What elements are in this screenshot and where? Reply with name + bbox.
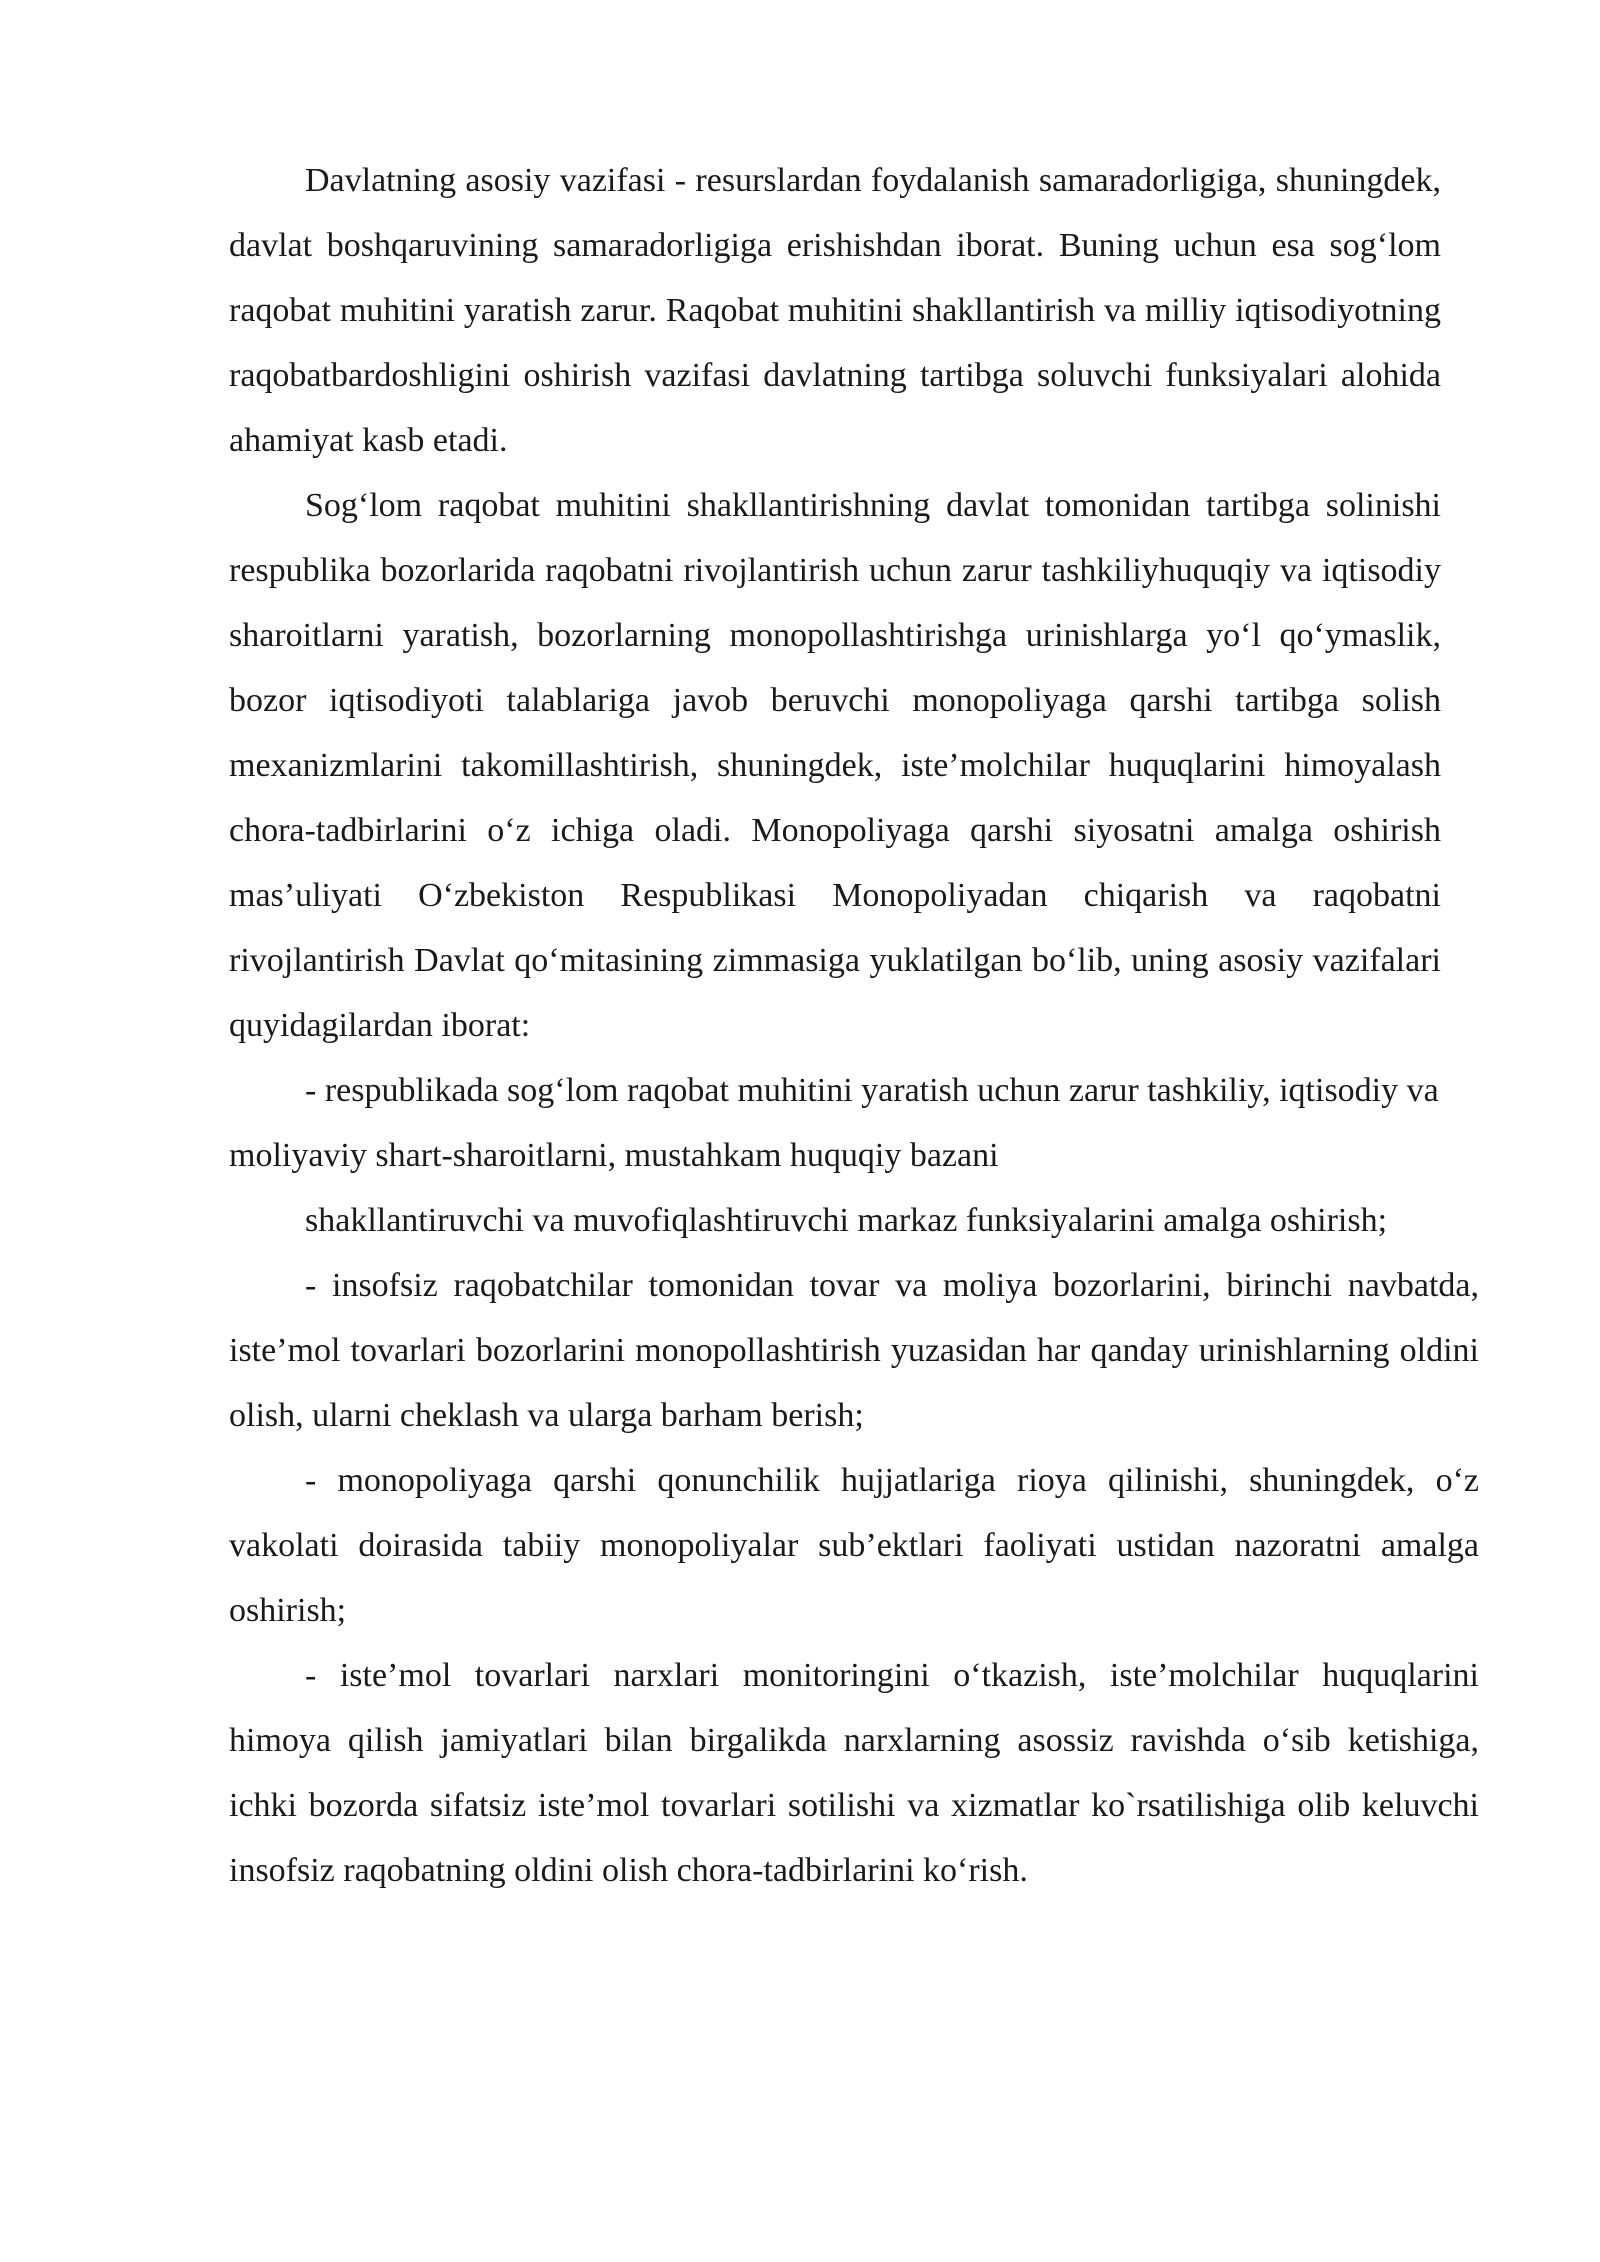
document-body <box>229 148 1479 1903</box>
list-item: - monopoliyaga qarshi qonunchilik hujjatlariga rioya qilinishi, shuningdek, o‘z vakolati doirasida tabiiy monopoliyalar sub’ektlari faoliyati ustidan nazoratni amalga oshirish; <box>229 1462 1479 1629</box>
paragraph: Davlatning asosiy vazifasi - resurslardan foydalanish samaradorligiga, shuningdek, davlat boshqaruvining samaradorligiga erishishdan iborat. Buning uchun esa sog‘lom raqobat muhitini yaratish zarur. Raqobat muhitini shakllantirish va milliy iqtisodiyotning raqobatbardoshligini oshirish vazifasi davlatning tartibga soluvchi funksiyalari alohida ahamiyat kasb etadi. <box>229 162 1441 459</box>
paragraph: Sog‘lom raqobat muhitini shakllantirishning davlat tomonidan tartibga solinishi respublika bozorlarida raqobatni rivojlantirish uchun zarur tashkiliyhuquqiy va iqtisodiy sharoitlarni yaratish, bozorlarning monopollashtirishga urinishlarga yo‘l qo‘ymaslik, bozor iqtisodiyoti talablariga javob beruvchi monopoliyaga qarshi tartibga solish mexanizmlarini takomillashtirish, shuningdek, iste’molchilar huquqlarini himoyalash chora-tadbirlarini o‘z ichiga oladi. Monopoliyaga qarshi siyosatni amalga oshirish mas’uliyati O‘zbekiston Respublikasi Monopoliyadan chiqarish va raqobatni rivojlantirish Davlat qo‘mitasining zimmasiga yuklatilgan bo‘lib, uning asosiy vazifalari quyidagilardan iborat: <box>229 487 1441 1044</box>
list-item: - respublikada sog‘lom raqobat muhitini yaratish uchun zarur tashkiliy, iqtisodiy va moliyaviy shart-sharoitlarni, mustahkam huquqiy bazani <box>229 1072 1439 1174</box>
list-item: - insofsiz raqobatchilar tomonidan tovar va moliya bozorlarini, birinchi navbatda, iste’mol tovarlari bozorlarini monopollashtirish yuzasidan har qanday urinishlarning oldini olish, ularni cheklash va ularga barham berish; <box>229 1267 1479 1434</box>
list-item: - iste’mol tovarlari narxlari monitoringini o‘tkazish, iste’molchilar huquqlarini himoya qilish jamiyatlari bilan birgalikda narxlarning asossiz ravishda o‘sib ketishiga, ichki bozorda sifatsiz iste’mol tovarlari sotilishi va xizmatlar ko`rsatilishiga olib keluvchi insofsiz raqobatning oldini olish chora-tadbirlarini ko‘rish. <box>229 1657 1479 1889</box>
list-item-continuation: shakllantiruvchi va muvofiqlashtiruvchi markaz funksiyalarini amalga oshirish; <box>305 1202 1388 1239</box>
